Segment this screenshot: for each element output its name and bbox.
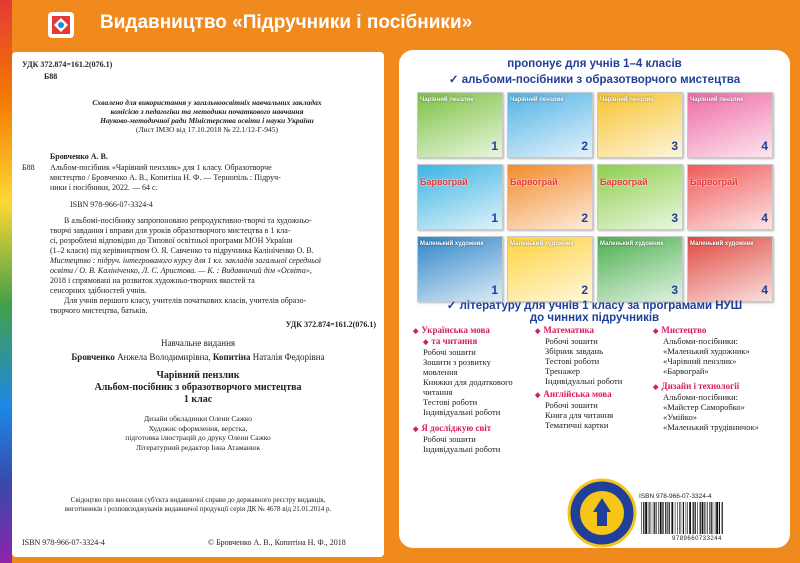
rainbow-stripe xyxy=(0,0,12,563)
book-cover-title: Чарівний пензлик xyxy=(690,97,744,103)
book-cover xyxy=(687,164,773,230)
barcode-bar xyxy=(654,502,655,534)
book-cover-title: Чарівний пензлик xyxy=(510,97,564,103)
barcode-bar xyxy=(669,502,670,534)
category-ukrainian: ◆ Українська мова ◆ та читання Робочі зошити Зошити з розвитку мовлення Книжки для додаткового читання Тестові роботи Індивідуальні роботи xyxy=(413,325,533,417)
book-cover xyxy=(507,92,593,158)
credits: Дизайн обкладинки Олени Сажко Художнє оформлення, верстка, підготовка ілюстрацій до друку Олени Сажко Літературний редактор Інна Атаманюк xyxy=(125,414,271,452)
author: Бровченко А. В. xyxy=(50,152,108,161)
barcode-bar xyxy=(679,502,680,534)
book-covers-grid xyxy=(417,92,773,320)
barcode-bar xyxy=(677,502,678,534)
barcode-bar xyxy=(656,502,657,534)
b88-code: Б88 xyxy=(44,72,58,81)
albums-line: ✓ альбоми-посібники з образотворчого мистецтва xyxy=(448,74,741,86)
book-cover-grade: 1 xyxy=(491,139,498,153)
barcode-bar xyxy=(716,502,718,534)
barcode-bar xyxy=(722,502,723,534)
barcode-bar xyxy=(648,502,649,534)
imprint-page xyxy=(12,52,384,557)
barcode-bar xyxy=(667,502,668,534)
barcode-bar xyxy=(719,502,720,534)
grade: 1 клас xyxy=(183,394,213,405)
abstract: В альбомі-посібнику запропоновано репродуктивно-творчі та художньо- творчі завдання і вправи для уроків образотворчого мистецтва в 1 кла- сі, розроблені відповідно до Типової освітньої програми МОН України (1–2 класи) під керівництвом О. Я. Савченко та підручника Калініченко О. В. Мистецтво : підруч. інтегрованого курсу для 1 кл. закладів загальної середньої освіти / О. В. Калініченко, Л. С. Аристова. — К. : Видавничий дім «Освіта», 2018 і спрямовані на розвиток художньо-творчих якостей та сенсорних здібностей учнів. Для учнів першого класу, учителів початкових класів, учителів образо- творчого мистецтва, батьків. xyxy=(50,216,322,315)
catalog-panel xyxy=(399,50,790,548)
book-title: Чарівний пензлик xyxy=(156,370,240,381)
barcode-bar xyxy=(658,502,659,534)
publisher-logo xyxy=(48,12,74,38)
barcode-bar xyxy=(695,502,696,534)
book-cover-series: Барвограй xyxy=(420,177,468,187)
book-cover-grade: 4 xyxy=(761,283,768,297)
header xyxy=(12,0,800,50)
book-cover xyxy=(507,164,593,230)
book-cover xyxy=(417,236,503,302)
book-cover xyxy=(507,236,593,302)
publisher-name: Видавництво «Підручники і посібники» xyxy=(100,12,473,33)
book-cover-grade: 3 xyxy=(671,283,678,297)
book-cover-grade: 3 xyxy=(671,211,678,225)
barcode-bar xyxy=(643,502,644,534)
barcode xyxy=(639,502,755,534)
book-cover-series: Барвограй xyxy=(510,177,558,187)
logo-icon xyxy=(51,15,71,35)
book-title-block xyxy=(12,370,384,406)
barcode-bar xyxy=(662,502,663,534)
barcode-bar xyxy=(649,502,650,534)
barcode-bar xyxy=(693,502,694,534)
barcode-bar xyxy=(704,502,705,534)
copyright: © Бровченко А. В., Копитіна Н. Ф., 2018 xyxy=(208,538,346,547)
check-icon: ✓ xyxy=(446,300,457,312)
category-world: ◆ Я досліджую світ Робочі зошити Індивідуальні роботи xyxy=(413,423,533,454)
barcode-bar xyxy=(700,502,701,534)
book-cover-grade: 1 xyxy=(491,211,498,225)
book-cover-title: Чарівний пензлик xyxy=(420,97,474,103)
book-cover-series: Барвограй xyxy=(600,177,648,187)
barcode-bar xyxy=(687,502,688,534)
barcode-bar xyxy=(675,502,676,534)
book-cover-title: Маленький художник xyxy=(690,241,754,247)
isbn-mid: ISBN 978-966-07-3324-4 xyxy=(70,200,153,209)
approval-note: Схвалено для використання у загальноосвітніх навчальних закладах комісією з педагогіки та методики початкового навчання Науково-методичної ради Міністерства освіти і науки України (Лист ІМЗО від 17.10.2018 № 22.1/12-Г-945) xyxy=(92,98,322,134)
biblio-code: Б88 xyxy=(22,163,35,172)
book-cover xyxy=(687,92,773,158)
isbn-bottom: ISBN 978-966-07-3324-4 xyxy=(22,538,105,547)
barcode-bar xyxy=(683,502,684,534)
book-cover-title: Маленький художник xyxy=(420,241,484,247)
barcode-digits: 9789660733244 xyxy=(672,536,722,542)
book-cover xyxy=(417,164,503,230)
book-cover-title: Маленький художник xyxy=(600,241,664,247)
barcode-bar xyxy=(689,502,691,534)
udk-code: УДК 372.874=161.2(076.1) xyxy=(22,60,113,69)
barcode-bar xyxy=(686,502,687,534)
barcode-bar xyxy=(653,502,654,534)
barcode-bar xyxy=(702,502,704,534)
book-cover xyxy=(597,164,683,230)
barcode-bar xyxy=(713,502,714,534)
barcode-bar xyxy=(707,502,708,534)
barcode-bar xyxy=(681,502,682,534)
book-cover-grade: 3 xyxy=(671,139,678,153)
biblio-record: Альбом-посібник «Чарівний пензлик» для 1 класу. Образотворче мистецтво / Бровченко А. В., Копитіна Н. Ф. — Тернопіль : Підруч- ники і посібники, 2022. — 64 с. xyxy=(50,163,281,192)
barcode-bar xyxy=(671,502,673,534)
book-cover-title: Маленький художник xyxy=(510,241,574,247)
udk-right: УДК 372.874=161.2(076.1) xyxy=(285,320,376,329)
book-cover-grade: 4 xyxy=(761,139,768,153)
category-ukrainian-heading-2: ◆ та читання xyxy=(413,336,533,347)
barcode-bar xyxy=(715,502,716,534)
category-art: ◆ Мистецтво Альбоми-посібники: «Маленький художник» «Чарівний пензлик» «Барвограй» xyxy=(653,325,783,376)
category-english: ◆ Англійська мова Робочі зошити Книга для читання Тематичні картки xyxy=(535,389,650,430)
check-icon: ✓ xyxy=(448,74,459,86)
book-cover-title: Чарівний пензлик xyxy=(600,97,654,103)
book-cover xyxy=(597,92,683,158)
literature-line-2: до чинних підручників xyxy=(529,312,660,324)
book-subtitle: Альбом-посібник з образотворчого мистецтва xyxy=(94,382,302,393)
book-cover xyxy=(597,236,683,302)
book-cover xyxy=(687,236,773,302)
barcode-bar xyxy=(709,502,710,534)
barcode-bar xyxy=(641,502,642,534)
book-cover-grade: 2 xyxy=(581,139,588,153)
publisher-certificate: Свідоцтво про внесення суб'єкта видавничої справи до державного реєстру видавців, виготівників і розповсюджувачів видавничої продукції серія ДК № 4678 від 21.01.2014 р. xyxy=(64,496,332,513)
barcode-bar xyxy=(651,502,652,534)
book-cover-grade: 2 xyxy=(581,211,588,225)
barcode-bar xyxy=(660,502,662,534)
barcode-bar xyxy=(665,502,666,534)
book-cover xyxy=(417,92,503,158)
barcode-bar xyxy=(711,502,712,534)
category-math: ◆ Математика Робочі зошити Збірник завдань Тестові роботи Тренажер Індивідуальні роботи xyxy=(535,325,650,386)
book-cover-grade: 2 xyxy=(581,283,588,297)
edition-type: Навчальне видання xyxy=(160,338,236,348)
authors-full: Бровченко Анжела Володимирівна, Копитіна Наталія Федорівна xyxy=(71,352,325,362)
book-cover-grade: 4 xyxy=(761,211,768,225)
offer-line: пропонує для учнів 1–4 класів xyxy=(507,58,682,70)
barcode-bar xyxy=(645,502,647,534)
barcode-bar xyxy=(706,502,707,534)
category-design: ◆ Дизайн і технології Альбоми-посібники: «Майстер Саморобко» «Умійко» «Маленький трудівничок» xyxy=(653,381,783,432)
book-cover-series: Барвограй xyxy=(690,177,738,187)
barcode-bar xyxy=(697,502,698,534)
isbn-right: ISBN 978-966-07-3324-4 xyxy=(639,493,712,500)
book-cover-grade: 1 xyxy=(491,283,498,297)
quality-seal-icon xyxy=(567,478,637,548)
literature-line-1: ✓ літературу для учнів 1 класу за програмами НУШ xyxy=(446,300,743,312)
